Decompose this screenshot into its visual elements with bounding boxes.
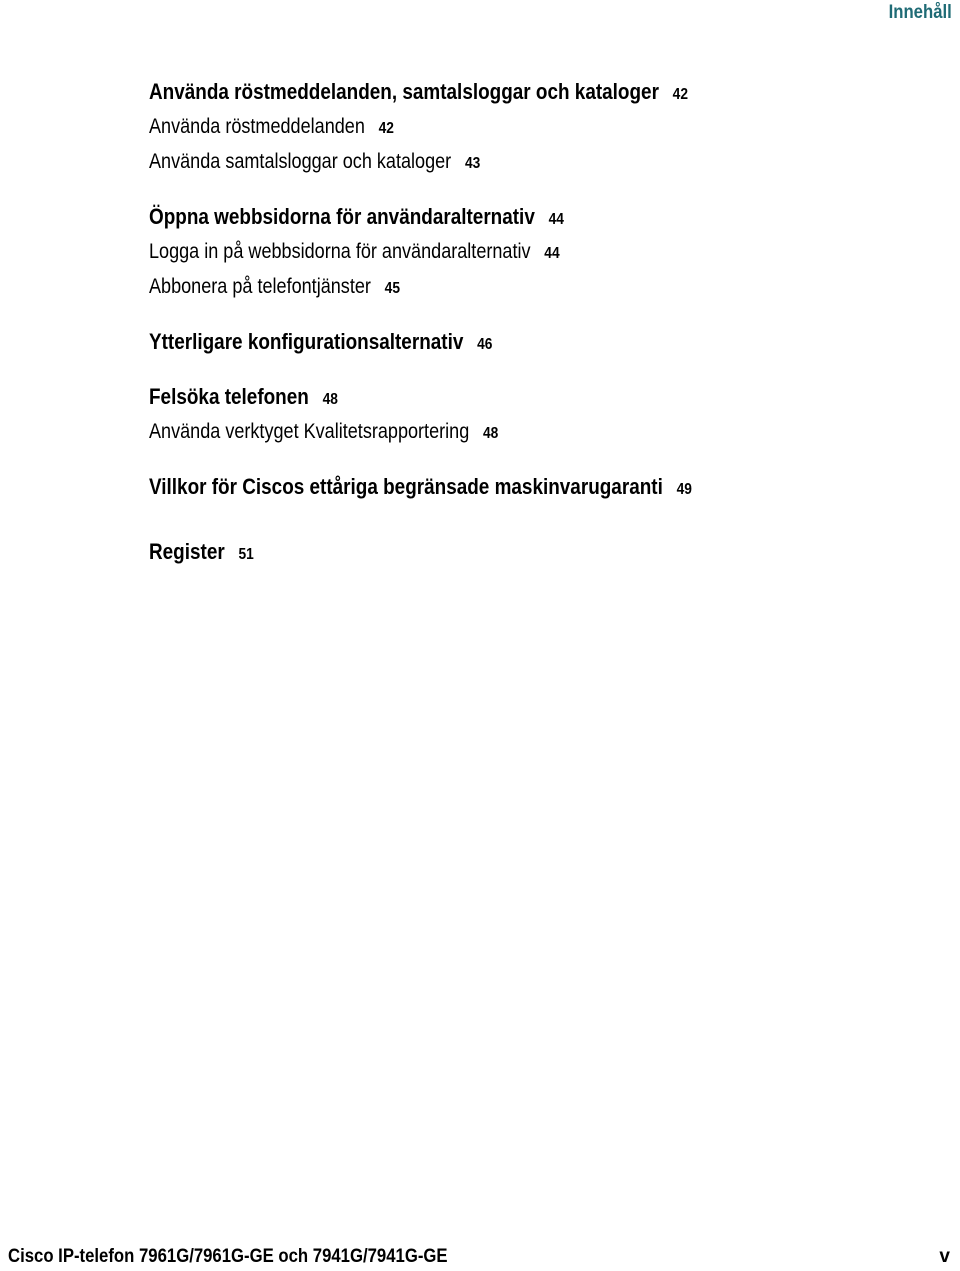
toc-entry-page: 42	[378, 120, 394, 137]
toc-entry-subsection[interactable]	[149, 275, 400, 299]
toc-entry-title: Använda röstmeddelanden, samtalsloggar och kataloger	[149, 79, 659, 104]
toc-entry-page: 43	[464, 155, 481, 172]
running-header-title: Innehåll	[888, 2, 952, 23]
toc-entry-section[interactable]	[149, 539, 254, 565]
toc-entry-subsection[interactable]	[149, 420, 498, 444]
toc-entry-page: 44	[548, 211, 564, 228]
toc-entry-title: Använda verktyget Kvalitetsrapportering	[149, 420, 470, 443]
toc-entry-subsection[interactable]	[149, 150, 480, 174]
toc-entry-title: Ytterligare konfigurationsalternativ	[149, 329, 464, 354]
toc-entry-title: Register	[149, 539, 225, 564]
toc-entry-subsection[interactable]	[149, 240, 560, 264]
toc-entry-title: Använda röstmeddelanden	[149, 115, 365, 138]
toc-entry-title: Använda samtalsloggar och kataloger	[149, 150, 452, 173]
toc-entry-page: 48	[483, 425, 499, 442]
toc-entry-title: Felsöka telefonen	[149, 384, 309, 409]
toc-entry-section[interactable]	[149, 384, 338, 410]
toc-entry-section[interactable]	[149, 329, 492, 355]
toc-entry-subsection[interactable]	[149, 115, 394, 139]
footer-document-title: Cisco IP-telefon 7961G/7961G-GE och 7941G/7941G-GE	[8, 1246, 448, 1267]
toc-entry-page: 46	[477, 336, 493, 353]
toc-entry-page: 44	[544, 245, 560, 262]
toc-entry-page: 45	[384, 280, 400, 297]
toc-entry-section[interactable]	[149, 204, 564, 230]
toc-entry-section[interactable]	[149, 474, 692, 500]
toc-entry-page: 42	[672, 86, 688, 103]
toc-entry-page: 48	[322, 391, 338, 408]
toc-entry-title: Villkor för Ciscos ettåriga begränsade maskinvarugaranti	[149, 474, 663, 499]
footer-page-number: v	[939, 1246, 950, 1267]
toc-entry-title: Logga in på webbsidorna för användaralternativ	[149, 240, 531, 263]
toc-entry-title: Öppna webbsidorna för användaralternativ	[149, 204, 535, 229]
toc-entry-title: Abbonera på telefontjänster	[149, 275, 371, 298]
toc-entry-page: 51	[238, 546, 254, 563]
toc-entry-section[interactable]	[149, 79, 688, 105]
toc-entry-page: 49	[676, 481, 692, 498]
